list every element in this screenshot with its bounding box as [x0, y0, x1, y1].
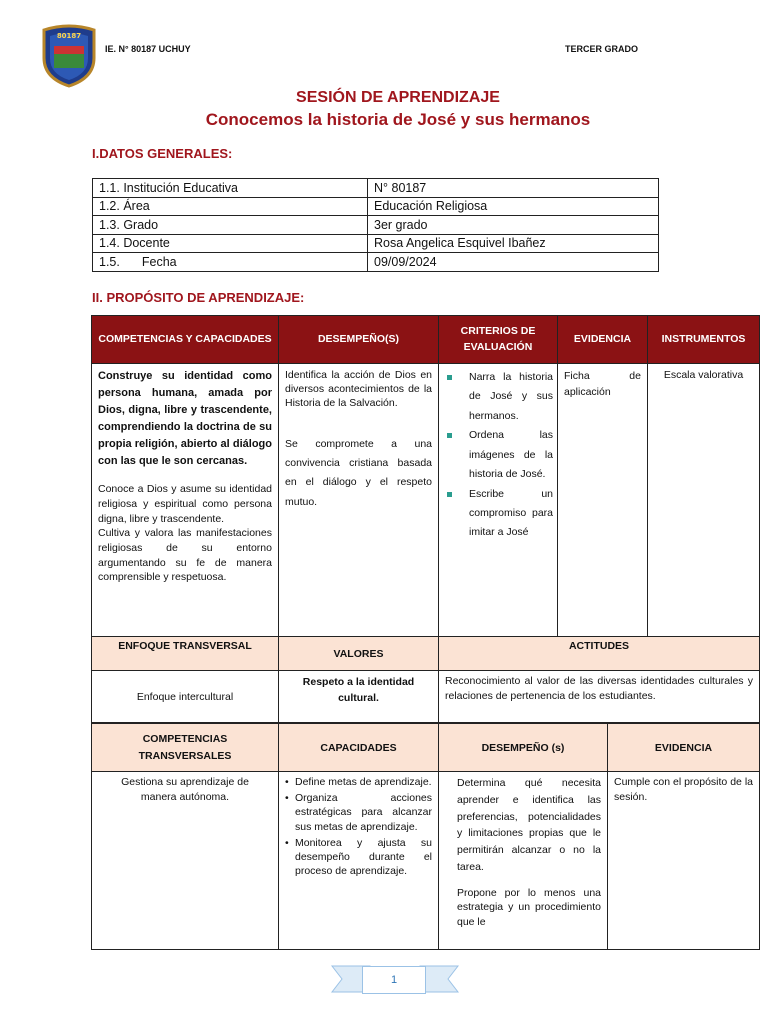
- school-logo: [40, 24, 98, 88]
- table-row: [93, 197, 659, 216]
- fecha-label: Fecha: [141, 254, 177, 269]
- header-instrumentos: INSTRUMENTOS: [648, 316, 760, 364]
- datos-table: [92, 178, 659, 272]
- datos-value: N° 80187: [368, 179, 659, 198]
- criterios-cell: [439, 364, 558, 637]
- list-item: Narra la historia de José y sus hermanos.: [439, 368, 557, 426]
- list-item: • Define metas de aprendizaje.: [285, 775, 432, 789]
- actitud-cell: Reconocimiento al valor de las diversas identidades culturales y relaciones de pertenencia de los estudiantes.: [439, 671, 760, 723]
- desempeno-1: Identifica la acción de Dios en diversos acontecimientos de la Historia de la Salvación.: [285, 369, 432, 410]
- capacidades-cell: [279, 772, 439, 950]
- table-row: [92, 772, 760, 950]
- desempeno-cell: [279, 364, 439, 637]
- datos-value: 3er grado: [368, 216, 659, 235]
- header-evidencia-t: EVIDENCIA: [608, 724, 760, 772]
- transversal-table: [91, 723, 760, 950]
- desempeno-t-2: Propone por lo menos una estrategia y un procedimiento que le: [457, 886, 601, 929]
- logo-text: 80187: [56, 32, 82, 40]
- table-row: [93, 253, 659, 272]
- table-header-row: [92, 724, 760, 772]
- table-header-row: [92, 637, 760, 671]
- table-row: [93, 216, 659, 235]
- header-actitudes: ACTITUDES: [439, 637, 760, 671]
- datos-label: 1.1. Institución Educativa: [93, 179, 368, 198]
- datos-label: 1.2. Área: [93, 197, 368, 216]
- session-title: SESIÓN DE APRENDIZAJE: [296, 89, 500, 106]
- table-row: [93, 179, 659, 198]
- school-label: IE. N° 80187 UCHUY: [105, 44, 191, 54]
- proposito-heading: II. PROPÓSITO DE APRENDIZAJE:: [92, 290, 305, 305]
- table-row: [92, 364, 760, 637]
- list-item: Ordena las imágenes de la historia de José.: [439, 426, 557, 484]
- datos-label: [93, 253, 368, 272]
- desempeno-t-cell: [439, 772, 608, 950]
- desempeno-2: Se compromete a una convivencia cristiana basada en el diálogo y el respeto mutuo.: [285, 437, 432, 508]
- instrumento-cell: Escala valorativa: [648, 364, 760, 637]
- header-criterios: CRITERIOS DE EVALUACIÓN: [439, 316, 558, 364]
- capacidades-list: [285, 775, 432, 878]
- comp-transversal-cell: Gestiona su aprendizaje de manera autónoma.: [92, 772, 279, 950]
- header-desempeno: DESEMPEÑO(S): [279, 316, 439, 364]
- competencia-cell: [92, 364, 279, 637]
- table-row: [93, 234, 659, 253]
- datos-heading: I.DATOS GENERALES:: [92, 146, 233, 161]
- list-item: • Organiza acciones estratégicas para alcanzar sus metas de aprendizaje.: [285, 791, 432, 834]
- header-desempeno-s: DESEMPEÑO (s): [439, 724, 608, 772]
- page-number: 1: [362, 966, 426, 994]
- fecha-number: 1.5.: [99, 254, 120, 269]
- header-valores: VALORES: [279, 637, 439, 671]
- evidencia-cell: Ficha de aplicación: [558, 364, 648, 637]
- header-enfoque: ENFOQUE TRANSVERSAL: [92, 637, 279, 671]
- competencia-text: Construye su identidad como persona humana, amada por Dios, digna, libre y trascendente, comprendiendo la doctrina de su propia religión, abierto al diálogo con las que le son cercanas.: [98, 370, 272, 468]
- criterios-list: [439, 368, 557, 543]
- list-item: Escribe un compromiso para imitar a José: [439, 485, 557, 543]
- capacidad-2: Cultiva y valora las manifestaciones religiosas de su entorno argumentando su fe de manera comprensible y respetuosa.: [98, 527, 272, 584]
- header-evidencia: EVIDENCIA: [558, 316, 648, 364]
- datos-value: Educación Religiosa: [368, 197, 659, 216]
- datos-value: 09/09/2024: [368, 253, 659, 272]
- valor-cell: Respeto a la identidad cultural.: [279, 671, 439, 723]
- capacidad-1: Conoce a Dios y asume su identidad religiosa y espiritual como persona digna, libre y trascendente.: [98, 483, 272, 525]
- list-item: • Monitorea y ajusta su desempeño durante el proceso de aprendizaje.: [285, 836, 432, 879]
- enfoque-cell: Enfoque intercultural: [92, 671, 279, 723]
- datos-label: 1.4. Docente: [93, 234, 368, 253]
- header-comp-transversales: COMPETENCIAS TRANSVERSALES: [92, 724, 279, 772]
- header-competencias: COMPETENCIAS Y CAPACIDADES: [92, 316, 279, 364]
- proposito-table: [91, 315, 760, 723]
- grade-label: TERCER GRADO: [565, 44, 639, 54]
- datos-label: 1.3. Grado: [93, 216, 368, 235]
- session-subtitle: Conocemos la historia de José y sus hermanos: [205, 110, 591, 129]
- datos-value: Rosa Angelica Esquivel Ibañez: [368, 234, 659, 253]
- header-capacidades: CAPACIDADES: [279, 724, 439, 772]
- table-header-row: [92, 316, 760, 364]
- table-row: [92, 671, 760, 723]
- desempeno-t-1: Determina qué necesita aprender e identifica las preferencias, potencialidades y limitaciones propias que le permitirán alcanzar o no la tarea.: [457, 777, 601, 873]
- evidencia-t-cell: Cumple con el propósito de la sesión.: [608, 772, 760, 950]
